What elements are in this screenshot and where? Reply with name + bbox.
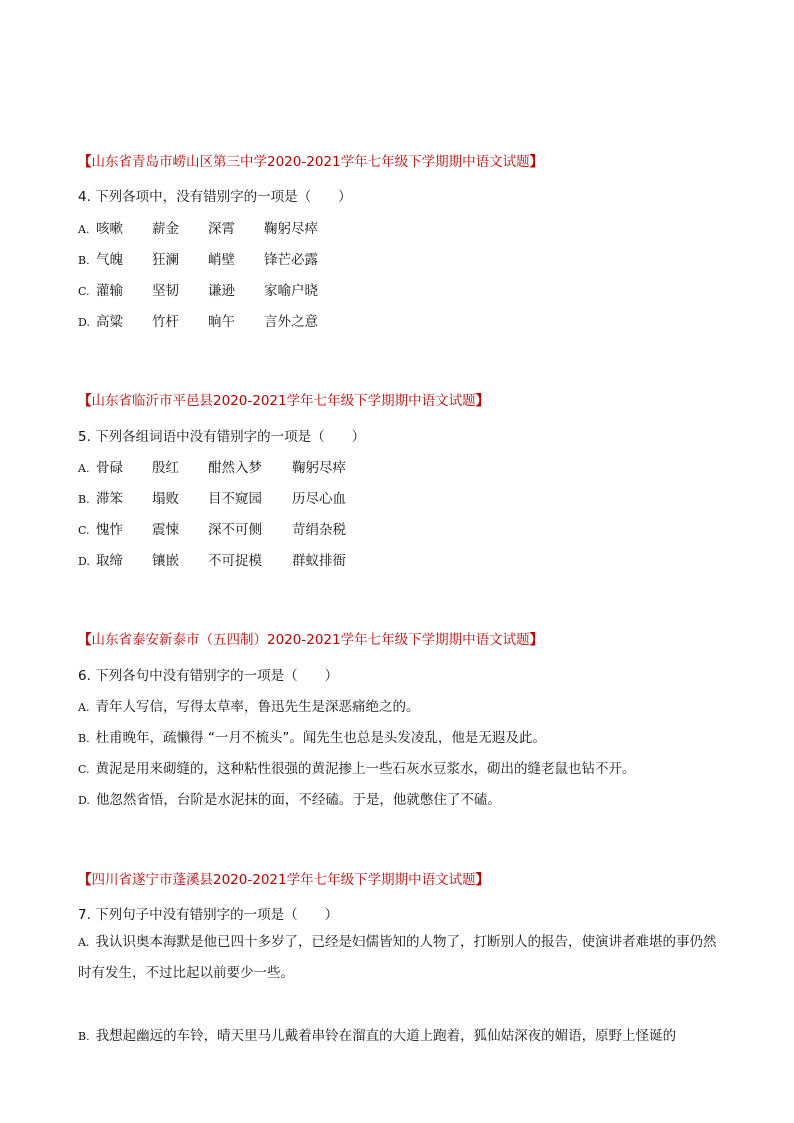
question-text: 5. 下列各组词语中没有错别字的一项是（ ）: [78, 429, 366, 445]
option-row: B. 气魄 狂澜 峭壁 锋芒必露: [78, 252, 318, 268]
option-line: B. 我想起幽远的车铃，晴天里马儿戴着串铃在溜直的大道上跑着，狐仙姑深夜的媚语，原野上怪诞的: [78, 1028, 677, 1044]
option-row: C. 灌输 坚韧 谦逊 家喻户晓: [78, 283, 318, 299]
option-line: A. 青年人写信，写得太草率，鲁迅先生是深恶痛绝之的。: [78, 699, 420, 715]
option-line: A. 我认识奥本海默是他已四十多岁了，已经是妇儒皆知的人物了，打断别人的报告，使演讲者难堪的事仍然时有发生，不过比起以前要少一些。: [78, 934, 717, 981]
question-text: 6. 下列各句中没有错别字的一项是（ ）: [78, 668, 339, 684]
question-text: 4. 下列各项中，没有错别字的一项是（ ）: [78, 189, 352, 205]
option-row: C. 愧怍 震悚 深不可侧 苛绢杂税: [78, 522, 346, 538]
option-row: D. 高粱 竹杆 晌午 言外之意: [78, 314, 318, 330]
option-row: D. 取缔 镶嵌 不可捉模 群蚁排衙: [78, 553, 346, 569]
option-line: B. 杜甫晚年，疏懒得 “一月不梳头”。闻先生也总是头发凌乱，他是无遐及此。: [78, 730, 546, 746]
question-text: 7. 下列句子中没有错别字的一项是（ ）: [78, 907, 339, 923]
source-heading: 【山东省泰安新泰市（五四制）2020-2021学年七年级下学期期中语文试题】: [78, 632, 544, 648]
option-line: D. 他忽然省悟，台阶是水泥抹的面，不经磕。于是，他就憋住了不磕。: [78, 792, 501, 808]
option-row: A. 咳嗽 薪金 深霄 鞠躬尽瘁: [78, 221, 318, 237]
option-row: B. 滞笨 塌败 目不窥园 历尽心血: [78, 491, 346, 507]
source-heading: 【山东省临沂市平邑县2020-2021学年七年级下学期期中语文试题】: [78, 393, 490, 409]
option-row: A. 骨碌 殷红 酣然入梦 鞠躬尽瘁: [78, 460, 346, 476]
source-heading: 【四川省遂宁市蓬溪县2020-2021学年七年级下学期期中语文试题】: [78, 872, 490, 888]
source-heading: 【山东省青岛市崂山区第三中学2020-2021学年七年级下学期期中语文试题】: [78, 154, 544, 170]
option-line: C. 黄泥是用来砌缝的，这种粘性很强的黄泥掺上一些石灰水豆浆水，砌出的缝老鼠也钻不开。: [78, 761, 636, 777]
